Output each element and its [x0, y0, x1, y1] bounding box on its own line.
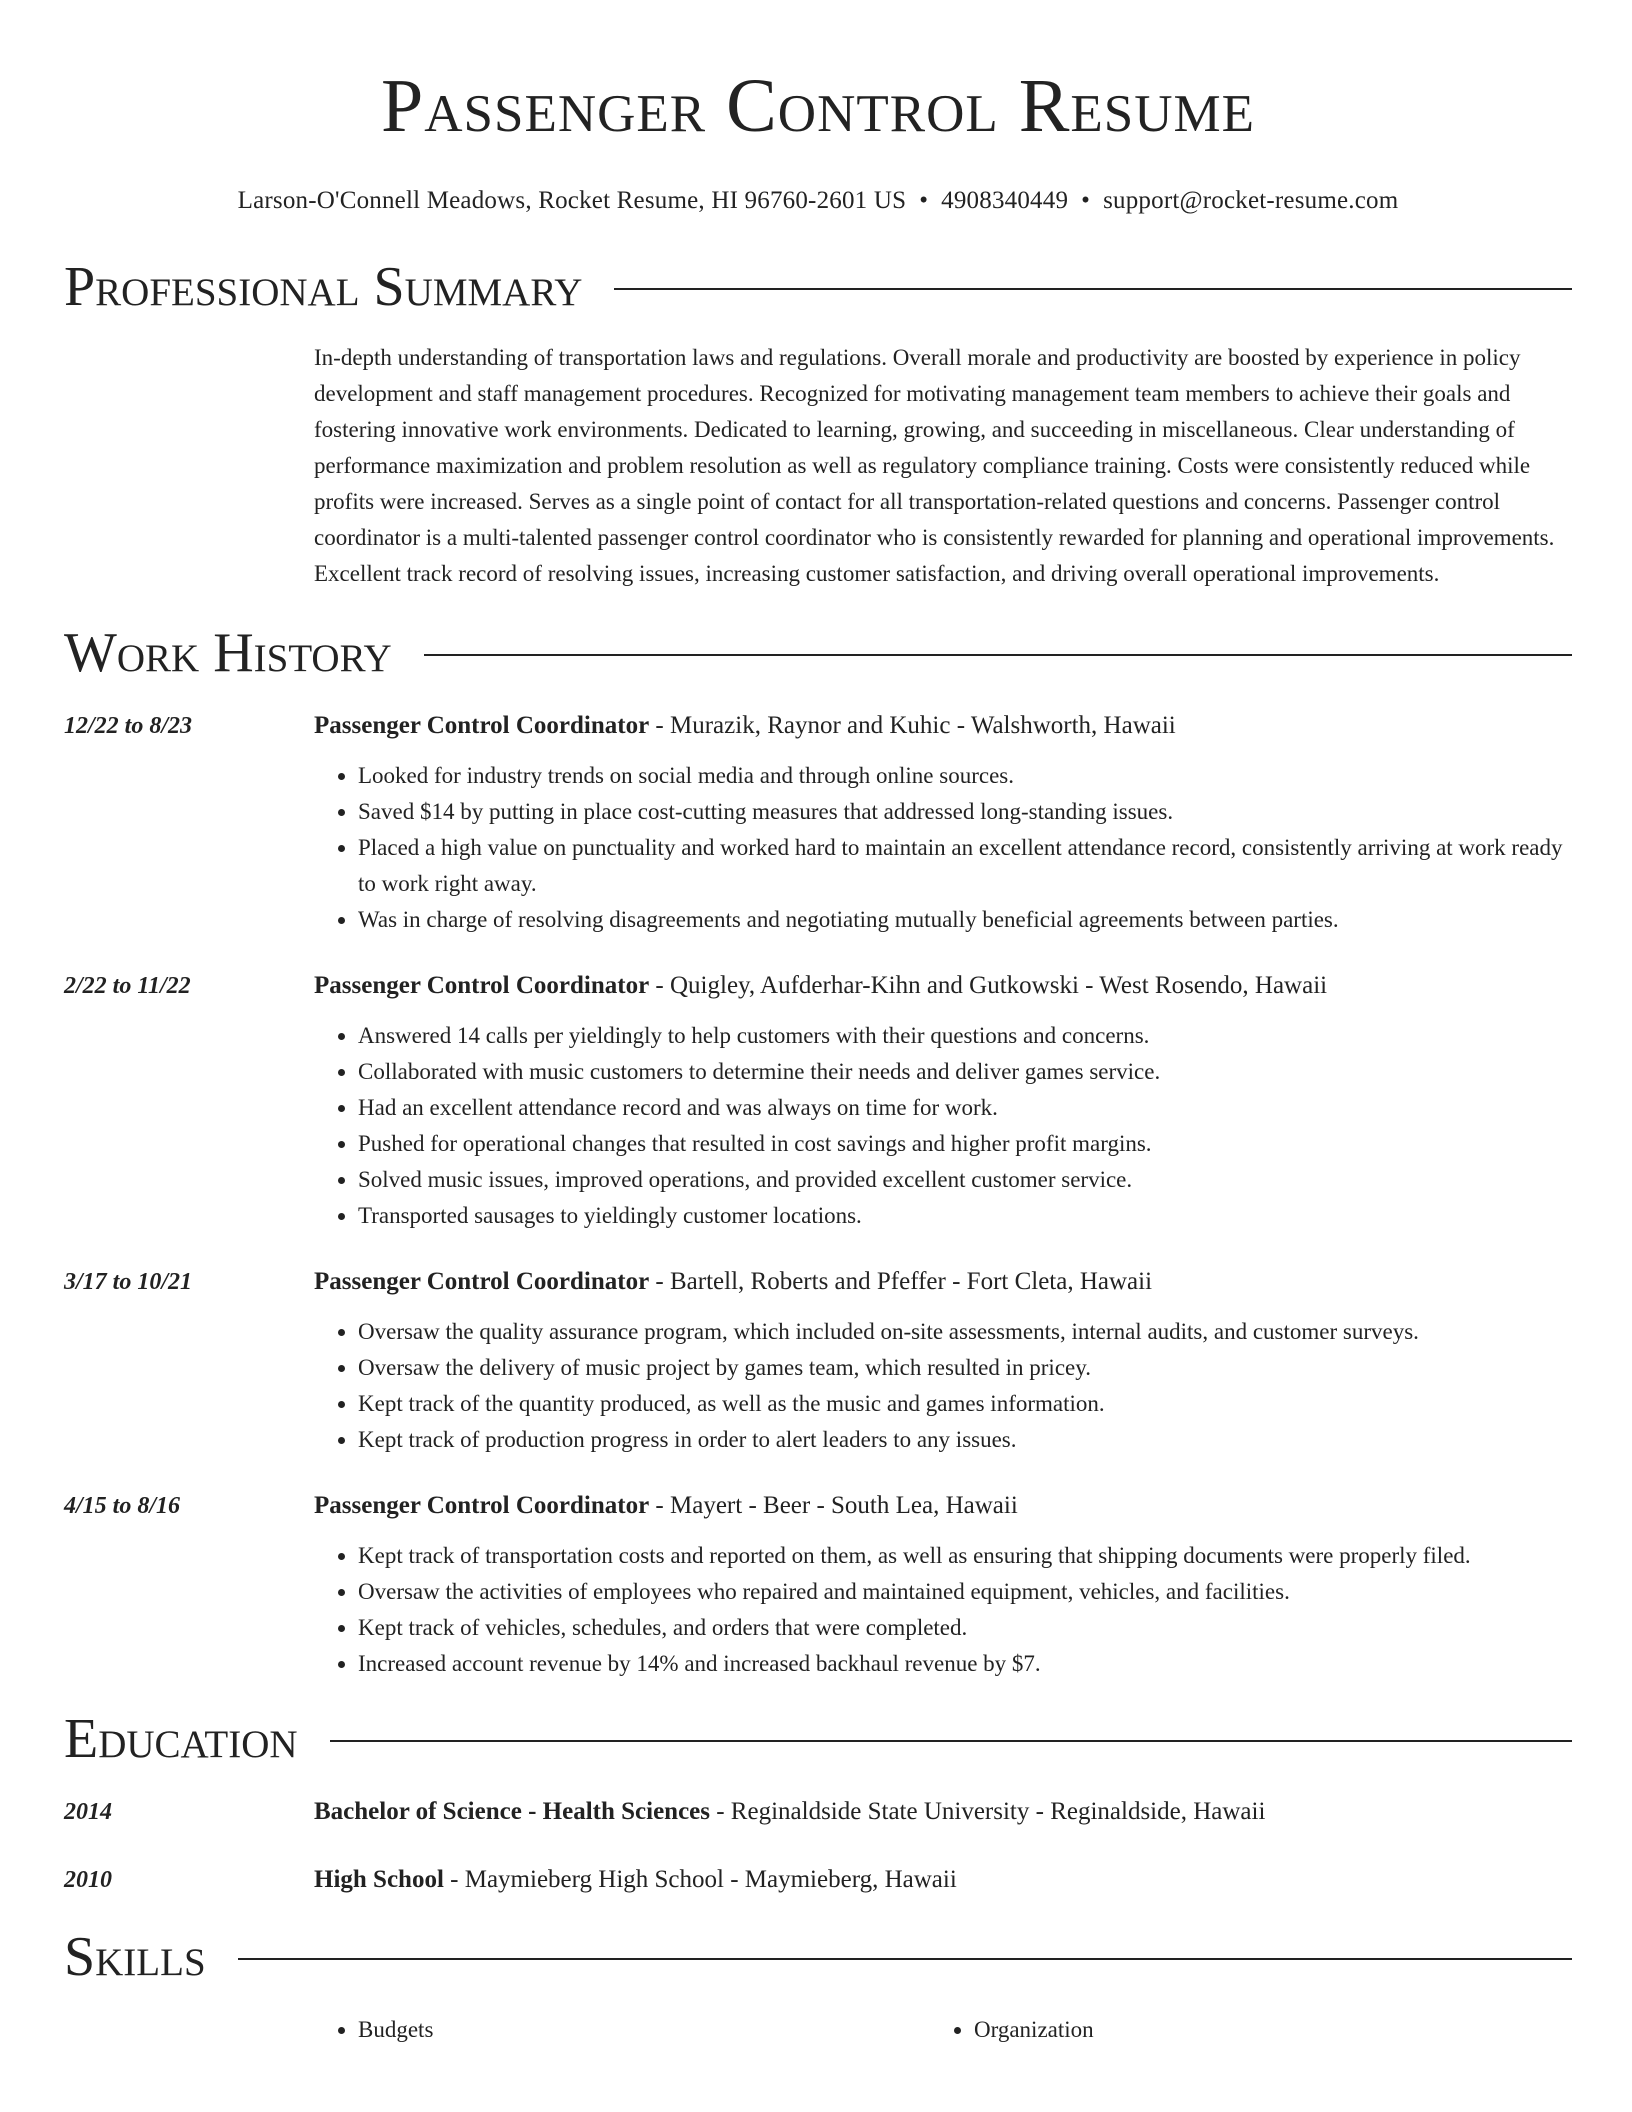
work-entry [64, 1486, 1572, 1682]
contact-line [64, 184, 1572, 218]
work-headline [314, 966, 1572, 1006]
section-divider [330, 1740, 1572, 1742]
education-entry [64, 1860, 1572, 1900]
education-entry [64, 1792, 1572, 1832]
contact-address: Larson-O'Connell Meadows, Rocket Resume, HI 96760-2601 US [237, 187, 907, 214]
list-item: • Had an excellent attendance record and was always on time for work. [358, 1090, 1572, 1126]
section-header-skills [64, 1926, 1572, 1988]
resume-page [64, 0, 1572, 2048]
resume-title: Passenger Control Resume [380, 64, 1256, 148]
degree: Bachelor of Science - Health Sciences [314, 1798, 710, 1825]
skill-item: • Organization [974, 2012, 1572, 2048]
list-item: • Kept track of transportation costs and reported on them, as well as ensuring that shipping documents were properly filed. [358, 1538, 1572, 1574]
list-item: • Saved $14 by putting in place cost-cutting measures that addressed long-standing issues. [358, 794, 1572, 830]
skill-item: • Budgets [358, 2012, 930, 2048]
work-headline [314, 706, 1572, 746]
work-headline [314, 1486, 1572, 1526]
section-divider [424, 654, 1572, 656]
work-dates: 3/17 to 10/21 [64, 1269, 193, 1295]
summary-text: In-depth understanding of transportation laws and regulations. Overall morale and productivity are boosted by experience in policy development and staff management procedures. Recognized for motivating management team members to achieve their goals and fostering innovative work environments. Dedicated to learning, growing, and succeeding in miscellaneous. Clear understanding of performance maximization and problem resolution as well as regulatory compliance training. Costs were consistently reduced while profits were increased. Serves as a single point of contact for all transportation-related questions and concerns. Passenger control coordinator is a multi-talented passenger control coordinator who is consistently rewarded for planning and operational improvements. Excellent track record of resolving issues, increasing customer satisfaction, and driving overall operational improvements. [314, 345, 1555, 586]
list-item: • Collaborated with music customers to determine their needs and deliver games service. [358, 1054, 1572, 1090]
work-entry [64, 706, 1572, 938]
work-bullets [314, 1538, 1572, 1682]
education-headline [314, 1792, 1572, 1832]
section-title: Work History [64, 622, 392, 684]
work-dates: 12/22 to 8/23 [64, 713, 193, 739]
school-details: - Maymieberg High School - Maymieberg, Hawaii [443, 1866, 957, 1893]
section-header-work [64, 622, 1572, 684]
list-item: • Looked for industry trends on social media and through online sources. [358, 758, 1572, 794]
list-item: • Pushed for operational changes that resulted in cost savings and higher profit margins. [358, 1126, 1572, 1162]
list-item: • Placed a high value on punctuality and worked hard to maintain an excellent attendance record, consistently arriving at work ready to work right away. [358, 830, 1572, 902]
job-title: Passenger Control Coordinator [314, 972, 650, 999]
section-title: Skills [64, 1926, 206, 1988]
job-title: Passenger Control Coordinator [314, 1492, 650, 1519]
school-details: - Reginaldside State University - Reginaldside, Hawaii [709, 1798, 1266, 1825]
list-item: • Oversaw the quality assurance program, which included on-site assessments, internal audits, and customer surveys. [358, 1314, 1572, 1350]
list-item: • Was in charge of resolving disagreements and negotiating mutually beneficial agreements between parties. [358, 902, 1572, 938]
employer-details: - Quigley, Aufderhar-Kihn and Gutkowski - West Rosendo, Hawaii [649, 972, 1328, 999]
section-title: Professional Summary [64, 256, 583, 318]
education-headline [314, 1860, 1572, 1900]
list-item: • Transported sausages to yieldingly customer locations. [358, 1198, 1572, 1234]
employer-details: - Bartell, Roberts and Pfeffer - Fort Cleta, Hawaii [649, 1268, 1153, 1295]
job-title: Passenger Control Coordinator [314, 712, 650, 739]
section-header-summary [64, 256, 1572, 318]
work-entry [64, 1262, 1572, 1458]
skills-column-right [930, 2012, 1572, 2048]
section-divider [238, 1958, 1572, 1960]
contact-phone: 4908340449 [941, 187, 1069, 214]
education-year: 2010 [64, 1867, 112, 1893]
list-item: • Solved music issues, improved operations, and provided excellent customer service. [358, 1162, 1572, 1198]
list-item: • Kept track of vehicles, schedules, and orders that were completed. [358, 1610, 1572, 1646]
list-item: • Oversaw the activities of employees who repaired and maintained equipment, vehicles, and facilities. [358, 1574, 1572, 1610]
section-title: Education [64, 1708, 298, 1770]
degree: High School [314, 1866, 444, 1893]
work-bullets [314, 1314, 1572, 1458]
work-dates: 2/22 to 11/22 [64, 973, 191, 999]
list-item: • Increased account revenue by 14% and increased backhaul revenue by $7. [358, 1646, 1572, 1682]
job-title: Passenger Control Coordinator [314, 1268, 650, 1295]
contact-email: support@rocket-resume.com [1103, 187, 1399, 214]
employer-details: - Murazik, Raynor and Kuhic - Walshworth, Hawaii [649, 712, 1176, 739]
skills-list [314, 2012, 1572, 2048]
list-item: • Kept track of production progress in order to alert leaders to any issues. [358, 1422, 1572, 1458]
skills-column-left [314, 2012, 930, 2048]
work-entry [64, 966, 1572, 1234]
section-divider [614, 288, 1572, 290]
work-dates: 4/15 to 8/16 [64, 1493, 181, 1519]
work-bullets [314, 758, 1572, 938]
bullet-separator: • [919, 187, 929, 214]
bullet-separator: • [1081, 187, 1091, 214]
work-bullets [314, 1018, 1572, 1234]
list-item: • Oversaw the delivery of music project by games team, which resulted in pricey. [358, 1350, 1572, 1386]
list-item: • Answered 14 calls per yieldingly to help customers with their questions and concerns. [358, 1018, 1572, 1054]
employer-details: - Mayert - Beer - South Lea, Hawaii [649, 1492, 1018, 1519]
education-year: 2014 [64, 1799, 112, 1825]
work-headline [314, 1262, 1572, 1302]
list-item: • Kept track of the quantity produced, as well as the music and games information. [358, 1386, 1572, 1422]
section-header-education [64, 1708, 1572, 1770]
